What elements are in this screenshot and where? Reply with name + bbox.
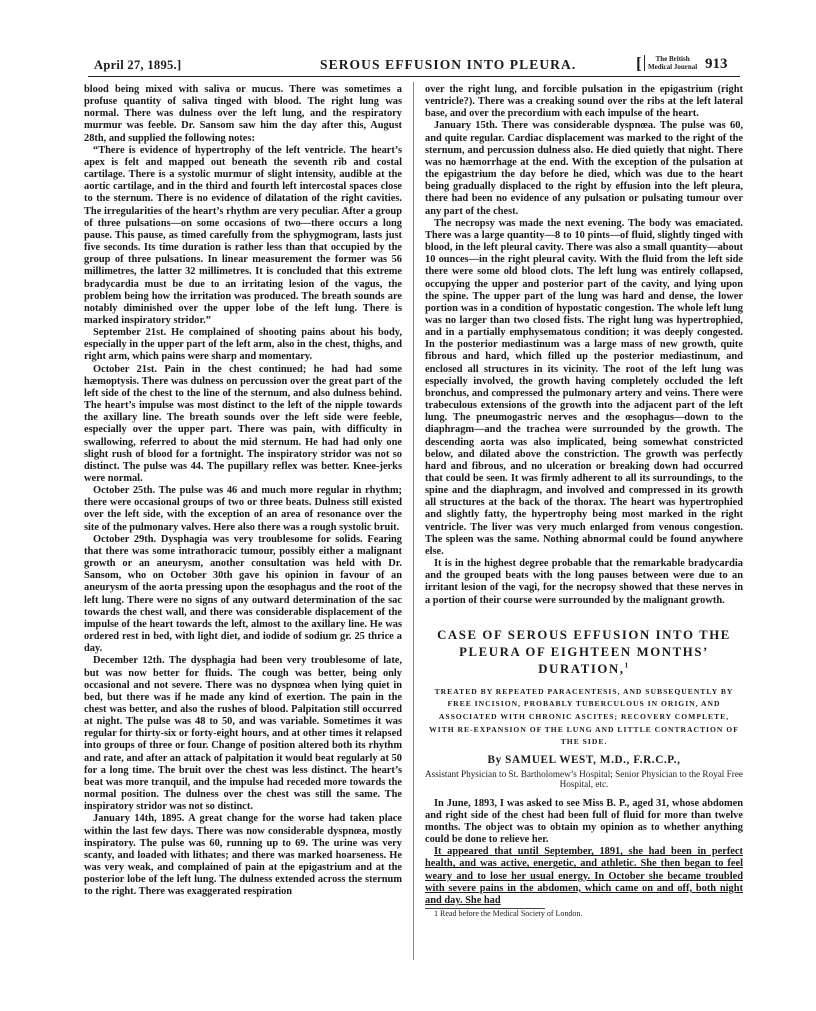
journal-bracket: [: [636, 54, 642, 73]
article-title: [425, 627, 743, 678]
footnote: 1 Read before the Medical Society of London.: [434, 909, 583, 919]
paragraph: October 29th. Dysphagia was very troublesome for solids. Fearing that there was some intrathoracic tumour, possibly either a malignant growth or an aneurysm, another consultation was held with Dr. Sansom, who on October 30th gave his opinion in favour of an aneurysm of the aorta pressing upon the œsophagus and the root of the left lung. There were no signs of any outward determination of the sac towards the chest wall, and there was considerable displacement of the impulse of the heart towards the left, almost to the axillary line. He was ordered rest in bed, with light diet, and iodide of sodium gr. 25 thrice a day.: [84, 533, 402, 655]
article-title-text: CASE OF SEROUS EFFUSION INTO THE PLEURA OF EIGHTEEN MONTHS’ DURATION,: [437, 627, 731, 676]
paragraph: over the right lung, and forcible pulsation in the epigastrium (right ventricle?). There was a creaking sound over the ribs at the left lateral base, and over the precordium with each impulse of the heart.: [425, 84, 743, 120]
paragraph: January 14th, 1895. A great change for the worse had taken place within the last few days. There was now considerable dyspnœa, mostly inspiratory. The pulse was 60, running up to 69. The urine was very scanty, and loaded with lithates; and there was marked hoarseness. He was very weak, and complained of pain at the epigastrium and at the posterior lobe of the left lung. The dulness extended across the sternum to the right. There was exaggerated respiration: [84, 813, 402, 898]
paragraph: October 25th. The pulse was 46 and much more regular in rhythm; there were occasional groups of two or three beats. Dulness still existed over the left side, with the exception of an area of resonance over the site of the pulmonary valves. Here also there was a rough systolic bruit.: [84, 485, 402, 533]
issue-date: April 27, 1895.]: [94, 58, 182, 72]
journal-name-line2: Medical Journal: [648, 63, 698, 71]
paragraph: December 12th. The dysphagia had been very troublesome of late, but was now better for fluids. The cough was better, being only occasional and not severe. There was no dyspnœa when lying quiet in bed, but there was if he made any kind of exertion. The pain in the chest was better, and also the rushes of blood. Palpitation still occurred at night. The pulse was 48 to 50, and was variable. Sometimes it was regular for thirty-six or forty-eight hours, and at other times it relapsed into groups of three or four. Change of position altered both its rhythm and rate, and after an attack of palpitation it would beat regularly at 50 for a long time. The bruit over the chest was less distinct. The heart’s beat was more tranquil, and the impulse had receded more towards the normal position. The dulness over the chest was still the same. The inspiratory stridor was not so distinct.: [84, 655, 402, 813]
paragraph: In June, 1893, I was asked to see Miss B. P., aged 31, whose abdomen and right side of the chest had been full of fluid for more than twelve months. The object was to obtain my opinion as to whether anything could be done to relieve her.: [425, 797, 743, 846]
running-title: SEROUS EFFUSION INTO PLEURA.: [320, 57, 577, 72]
paragraph: January 15th. There was considerable dyspnœa. The pulse was 60, and quite regular. Cardiac displacement was marked to the right of the sternum, and percussion dulness also. He died quietly that night. There was no hæmorrhage at the end. With the exception of the pulsation at the epigastrium the day before he died, which was due to the heart being gradually displaced to the right by effusion into the left pleura, there had been no evidence of any pulsation or pulsating tumour over any part of the chest.: [425, 120, 743, 217]
paragraph: “There is evidence of hypertrophy of the left ventricle. The heart’s apex is felt and mapped out beneath the seventh rib and costal cartilage. There is a systolic murmur of slight intensity, audible at the aortic cartilage, and in the third and fourth left intercostal spaces close to the sternum. There is no evidence of dilatation of the right cavities. The irregularities of the heart’s rhythm are very peculiar. After a group of three pulsations—on some occasions of two—there occurs a long pause. This pause, as timed carefully from the sphygmogram, lasts just five seconds. Its time duration is rather less than that occupied by the group of three pulsations. In linear measurement the former was 56 millimetres, the latter 32 millimetres. It is concluded that this extreme bradycardia must be due to an irritating lesion of the vagus, the problem being how the irritation was produced. The breath sounds are notably diminished over the upper lobe of the left lung. There is marked inspiratory stridor.”: [84, 144, 402, 326]
column-divider: [413, 82, 414, 960]
author-affiliation: Assistant Physician to St. Bartholomew’s Hospital; Senior Physician to the Royal Free Hospital, etc.: [425, 768, 743, 790]
paragraph: The necropsy was made the next evening. The body was emaciated. There was a large quantity—8 to 10 pints—of fluid, slightly tinged with blood, in the left pleural cavity. There was also a small quantity—about 10 ounces—in the right pleural cavity. With the fluid from the left side there were some old blood clots. The left lung was entirely collapsed, occupying the upper and posterior part of the cavity, and lying upon the spine. The upper part of the lung was hard and dense, the lower portion was in a condition of hypostatic congestion. The whole left lung was no larger than two closed fists. The right lung was hypertrophied, and in a partially emphysematous condition; it was deeply congested. In the posterior mediastinum was a large mass of new growth, quite fibrous and hard, which filled up the posterior mediastinum, and enclosed all structures in its vicinity. The root of the left lung was especially involved, the growth having completely occluded the left bronchus, and compressed the pulmonary artery and veins. There were trabeculous extensions of the growth into the adjacent part of the left lung. The pneumogastric nerves and the œsophagus—down to the diaphragm—and the trachea were surrounded by the growth. The descending aorta was also implicated, being somewhat constricted below, and dilated above the constriction. The growth was perfectly hard and fibrous, and no ulceration or breaking down had occurred that could be seen. It was firmly adherent to all its surroundings, to the spine and the diaphragm, and involved and compressed in its growth all structures at the back of the thorax. The heart was hypertrophied and slightly fatty, the hypertrophy being most marked in the right ventricle. The liver was very much enlarged from venous congestion. The spleen was the same. Nothing abnormal could be found anywhere else.: [425, 217, 743, 557]
author-byline: By SAMUEL WEST, M.D., F.R.C.P.,: [487, 753, 681, 766]
article-subtitle: TREATED BY REPEATED PARACENTESIS, AND SUBSEQUENTLY BY FREE INCISION, PROBABLY TUBERCULOUS IN ORIGIN, AND ASSOCIATED WITH CHRONIC ASCITES; RECOVERY COMPLETE, WITH RE-EXPANSION OF THE LUNG AND LITTLE CONTRACTION OF THE SIDE.: [429, 686, 739, 747]
page-number: 913: [705, 56, 728, 72]
paragraph: September 21st. He complained of shooting pains about his body, especially in the upper part of the left arm, also in the chest, thighs, and right arm, which pains were sharp and momentary.: [84, 327, 402, 363]
journal-name-line1: The British: [655, 55, 690, 63]
paragraph: It appeared that until September, 1891, she had been in perfect health, and was active, energetic, and athletic. She then began to feel weary and to lose her usual energy. In October she became troubled with severe pains in the abdomen, which came on and off, both night and day. She had: [425, 846, 743, 906]
running-header: [88, 54, 740, 77]
left-column: [84, 84, 402, 898]
paragraph: blood being mixed with saliva or mucus. There was sometimes a profuse quantity of saliva tinged with blood. The right lung was normal. There was dulness over the left lung, and the respiratory murmur was feeble. Dr. Sansom saw him the day after this, August 28th, and supplied the following notes:: [84, 84, 402, 144]
paragraph: October 21st. Pain in the chest continued; he had had some hæmoptysis. There was dulness on percussion over the great part of the left side of the chest to the line of the sternum, and also dulness behind. The heart’s impulse was most distinct to the left of the nipple towards the axillary line. The breath sounds over the left side were feeble, especially over the upper part. There was pain, with difficulty in swallowing, referred to about the mid sternum. He had had only one slight rush of blood for a fortnight. The inspiratory stridor was not so distinct. The pulse was 44. The pupillary reflex was better. Knee-jerks were normal.: [84, 363, 402, 484]
title-footnote-mark: 1: [624, 661, 630, 670]
journal-name: [644, 55, 697, 71]
paragraph: It is in the highest degree probable that the remarkable bradycardia and the grouped beats with the long pauses between were due to an irritant lesion of the vagi, for the necropsy showed that these nerves in a portion of their course were surrounded by the malignant growth.: [425, 558, 743, 606]
right-column: [425, 84, 743, 918]
